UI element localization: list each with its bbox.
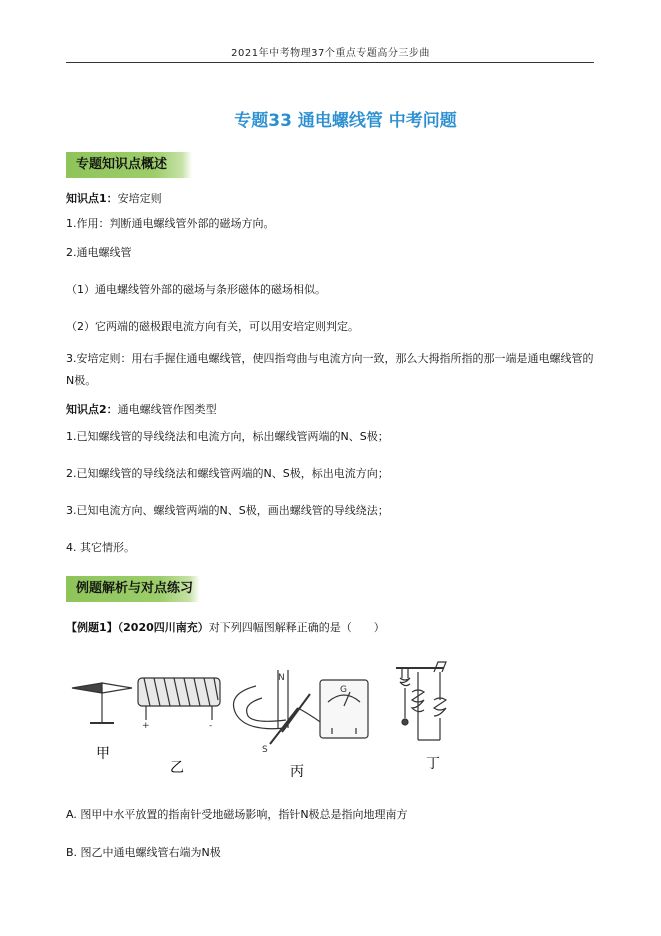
example-question-text: 对下列四幅图解释正确的是（ ）: [208, 621, 385, 634]
relay-figure: [396, 662, 446, 740]
label-n: N: [278, 673, 285, 683]
svg-text:+: +: [142, 721, 150, 731]
kp1-sub-1: （1）通电螺线管外部的磁场与条形磁体的磁场相似。: [66, 283, 326, 296]
kp1-item-2: 2.通电螺线管: [66, 246, 132, 259]
kp2-item-2: 2.已知螺线管的导线绕法和螺线管两端的N、S极，标出电流方向；: [66, 467, 389, 480]
header-divider: [66, 62, 594, 63]
option-b: B. 图乙中通电螺线管右端为N极: [66, 846, 221, 859]
knowledge-point-1: [66, 192, 162, 206]
kp2-label: 知识点2：: [66, 403, 118, 416]
option-a: A. 图甲中水平放置的指南针受地磁场影响，指针N极总是指向地理南方: [66, 808, 408, 821]
caption-bing: 丙: [290, 764, 304, 780]
kp1-text: 安培定则: [117, 192, 162, 205]
svg-text:-: -: [209, 721, 213, 731]
solenoid-figure: [138, 678, 220, 731]
kp1-item-3: 3.安培定则：用右手握住通电螺线管，使四指弯曲与电流方向一致，那么大拇指所指的那一端是通电螺线管的N极。: [66, 352, 594, 387]
page-title: 专题33 通电螺线管 中考问题: [234, 111, 457, 131]
section-banner-examples: 例题解析与对点练习: [66, 576, 200, 602]
kp1-item-1: 1.作用：判断通电螺线管外部的磁场方向。: [66, 217, 275, 230]
kp2-text: 通电螺线管作图类型: [117, 403, 217, 416]
compass-figure: [72, 683, 132, 723]
galvanometer-figure: [234, 670, 369, 744]
caption-ding: 丁: [426, 756, 440, 772]
knowledge-point-2: [66, 403, 217, 417]
kp2-item-3: 3.已知电流方向、螺线管两端的N、S极，画出螺线管的导线绕法；: [66, 504, 389, 517]
kp2-item-4: 4. 其它情形。: [66, 541, 135, 554]
label-s: S: [262, 745, 268, 755]
example-source: （2020四川南充）: [117, 621, 209, 634]
example-1-figure: [66, 648, 496, 788]
example-1-question: [66, 621, 385, 635]
page-header: 2021年中考物理37个重点专题高分三步曲: [231, 48, 430, 59]
example-tag: 【例题1】: [66, 621, 118, 634]
kp1-label: 知识点1：: [66, 192, 118, 205]
caption-jia: 甲: [96, 746, 110, 762]
caption-yi: 乙: [170, 760, 184, 776]
kp2-item-1: 1.已知螺线管的导线绕法和电流方向，标出螺线管两端的N、S极；: [66, 430, 389, 443]
section-banner-knowledge: 专题知识点概述: [66, 152, 192, 178]
kp1-sub-2: （2）它两端的磁极跟电流方向有关，可以用安培定则判定。: [66, 320, 359, 333]
label-g: G: [340, 685, 347, 695]
